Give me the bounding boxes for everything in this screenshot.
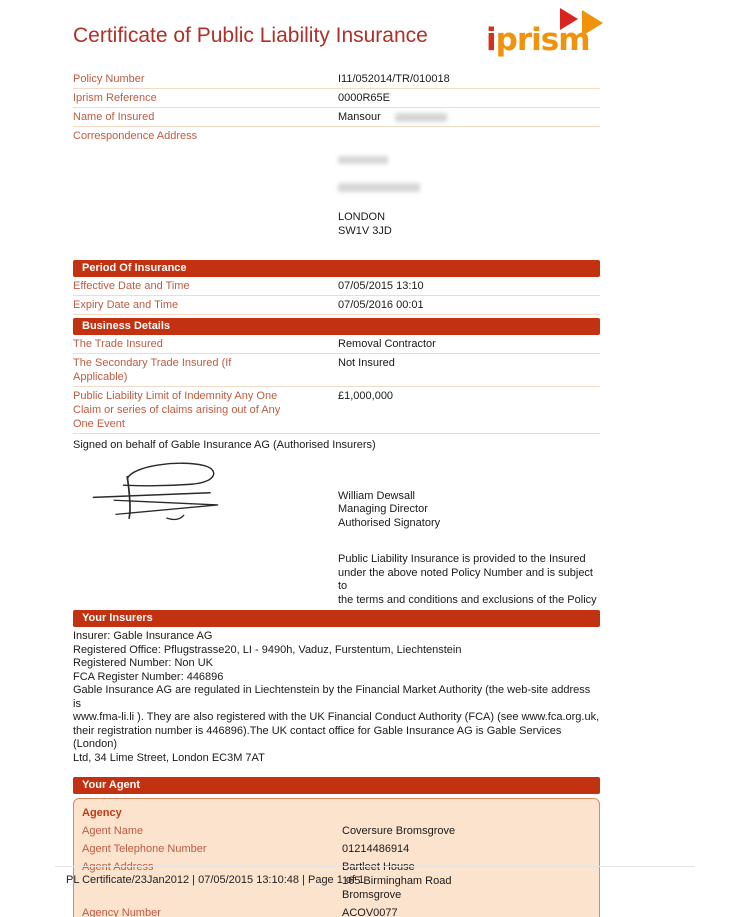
- your-insurers-header: Your Insurers: [73, 610, 600, 627]
- liability-limit-value: £1,000,000: [338, 390, 394, 402]
- iprism-reference-row: [73, 89, 600, 108]
- signatory-details: William Dewsall Managing Director Authorised Signatory: [338, 489, 441, 529]
- name-of-insured-row: [73, 108, 600, 127]
- your-agent-header: Your Agent: [73, 777, 600, 794]
- policy-number-value: I11/052014/TR/010018: [338, 73, 450, 85]
- redacted-address-line-2: [338, 183, 420, 192]
- redacted-address-line-1: [338, 156, 388, 164]
- agent-telephone-label: Agent Telephone Number: [82, 843, 207, 855]
- effective-date-row: [73, 277, 600, 296]
- agency-number-label: Agency Number: [82, 907, 161, 917]
- redacted-surname: [395, 113, 447, 122]
- agency-box: [73, 798, 600, 917]
- signed-on-behalf-text: Signed on behalf of Gable Insurance AG (Authorised Insurers): [73, 439, 376, 451]
- secondary-trade-value: Not Insured: [338, 357, 395, 369]
- liability-limit-label: Public Liability Limit of Indemnity Any One Claim or series of claims arising out of Any One Event: [73, 390, 281, 430]
- agent-telephone-value: 01214486914: [342, 843, 410, 855]
- iprism-reference-value: 0000R65E: [338, 92, 390, 104]
- insurer-registration-lines: Insurer: Gable Insurance AG Registered Office: Pflugstrasse20, LI - 9490h, Vaduz, Furstentum, Liechtenstein Registered Number: Non UK FCA Register Number: 446896: [73, 630, 462, 683]
- logo-letter-i: i: [486, 22, 496, 58]
- policy-details: [73, 70, 600, 254]
- correspondence-address-label: Correspondence Address: [73, 130, 198, 142]
- iprism-reference-label: Iprism Reference: [73, 92, 157, 104]
- agent-name-row: [78, 822, 589, 840]
- agency-number-row: [78, 904, 589, 917]
- address-visible-lines: LONDON SW1V 3JD: [338, 211, 392, 237]
- logo-letters-prism: prism: [495, 22, 590, 58]
- trade-insured-label: The Trade Insured: [73, 338, 163, 350]
- agency-box-title: Agency: [82, 807, 122, 819]
- agent-name-value: Coversure Bromsgrove: [342, 825, 456, 837]
- signature-block: [73, 456, 600, 536]
- effective-date-value: 07/05/2015 13:10: [338, 280, 424, 292]
- footer-text: PL Certificate/23Jan2012 | 07/05/2015 13:10:48 | Page 1 of 1: [66, 874, 365, 886]
- correspondence-address-value: [338, 129, 420, 252]
- agent-telephone-row: [78, 840, 589, 858]
- trade-insured-row: [73, 335, 600, 354]
- expiry-date-value: 07/05/2016 00:01: [338, 299, 424, 311]
- secondary-trade-label: The Secondary Trade Insured (If Applicable): [73, 357, 232, 383]
- page-footer: [55, 866, 695, 887]
- expiry-date-label: Expiry Date and Time: [73, 299, 179, 311]
- name-of-insured-label: Name of Insured: [73, 111, 155, 123]
- policy-provision-note: Public Liability Insurance is provided to the Insured under the above noted Policy Number and is subject to the terms and conditions and exclusions of the Policy: [338, 553, 597, 606]
- correspondence-address-row: [73, 127, 600, 254]
- effective-date-label: Effective Date and Time: [73, 280, 190, 292]
- page-title: Certificate of Public Liability Insurance: [73, 24, 428, 47]
- agency-number-value: ACOV0077: [342, 907, 398, 917]
- agent-address-value: Bartleet House 165 Birmingham Road Bromsgrove: [342, 861, 452, 901]
- secondary-trade-row: [73, 354, 600, 387]
- expiry-date-row: [73, 296, 600, 315]
- policy-number-row: [73, 70, 600, 89]
- agent-name-label: Agent Name: [82, 825, 144, 837]
- name-of-insured-value: Mansour: [338, 110, 447, 124]
- liability-limit-row: [73, 387, 600, 434]
- insurer-regulation-paragraph: Gable Insurance AG are regulated in Liechtenstein by the Financial Market Authority (the web-site address is www.fma-li.li ). They are also registered with the UK Financial Conduct Authority (FCA) (see www.fca.org.uk, their registration number is 446896).The UK contact office for Gable Insurance AG is Gable Services (London) Ltd, 34 Lime Street, London EC3M 7AT: [73, 684, 600, 764]
- period-of-insurance-header: Period Of Insurance: [73, 260, 600, 277]
- signature-image: [73, 456, 338, 536]
- trade-insured-value: Removal Contractor: [338, 338, 436, 350]
- business-details-header: Business Details: [73, 318, 600, 335]
- policy-number-label: Policy Number: [73, 73, 145, 85]
- agent-address-label: Agent Address: [82, 861, 154, 873]
